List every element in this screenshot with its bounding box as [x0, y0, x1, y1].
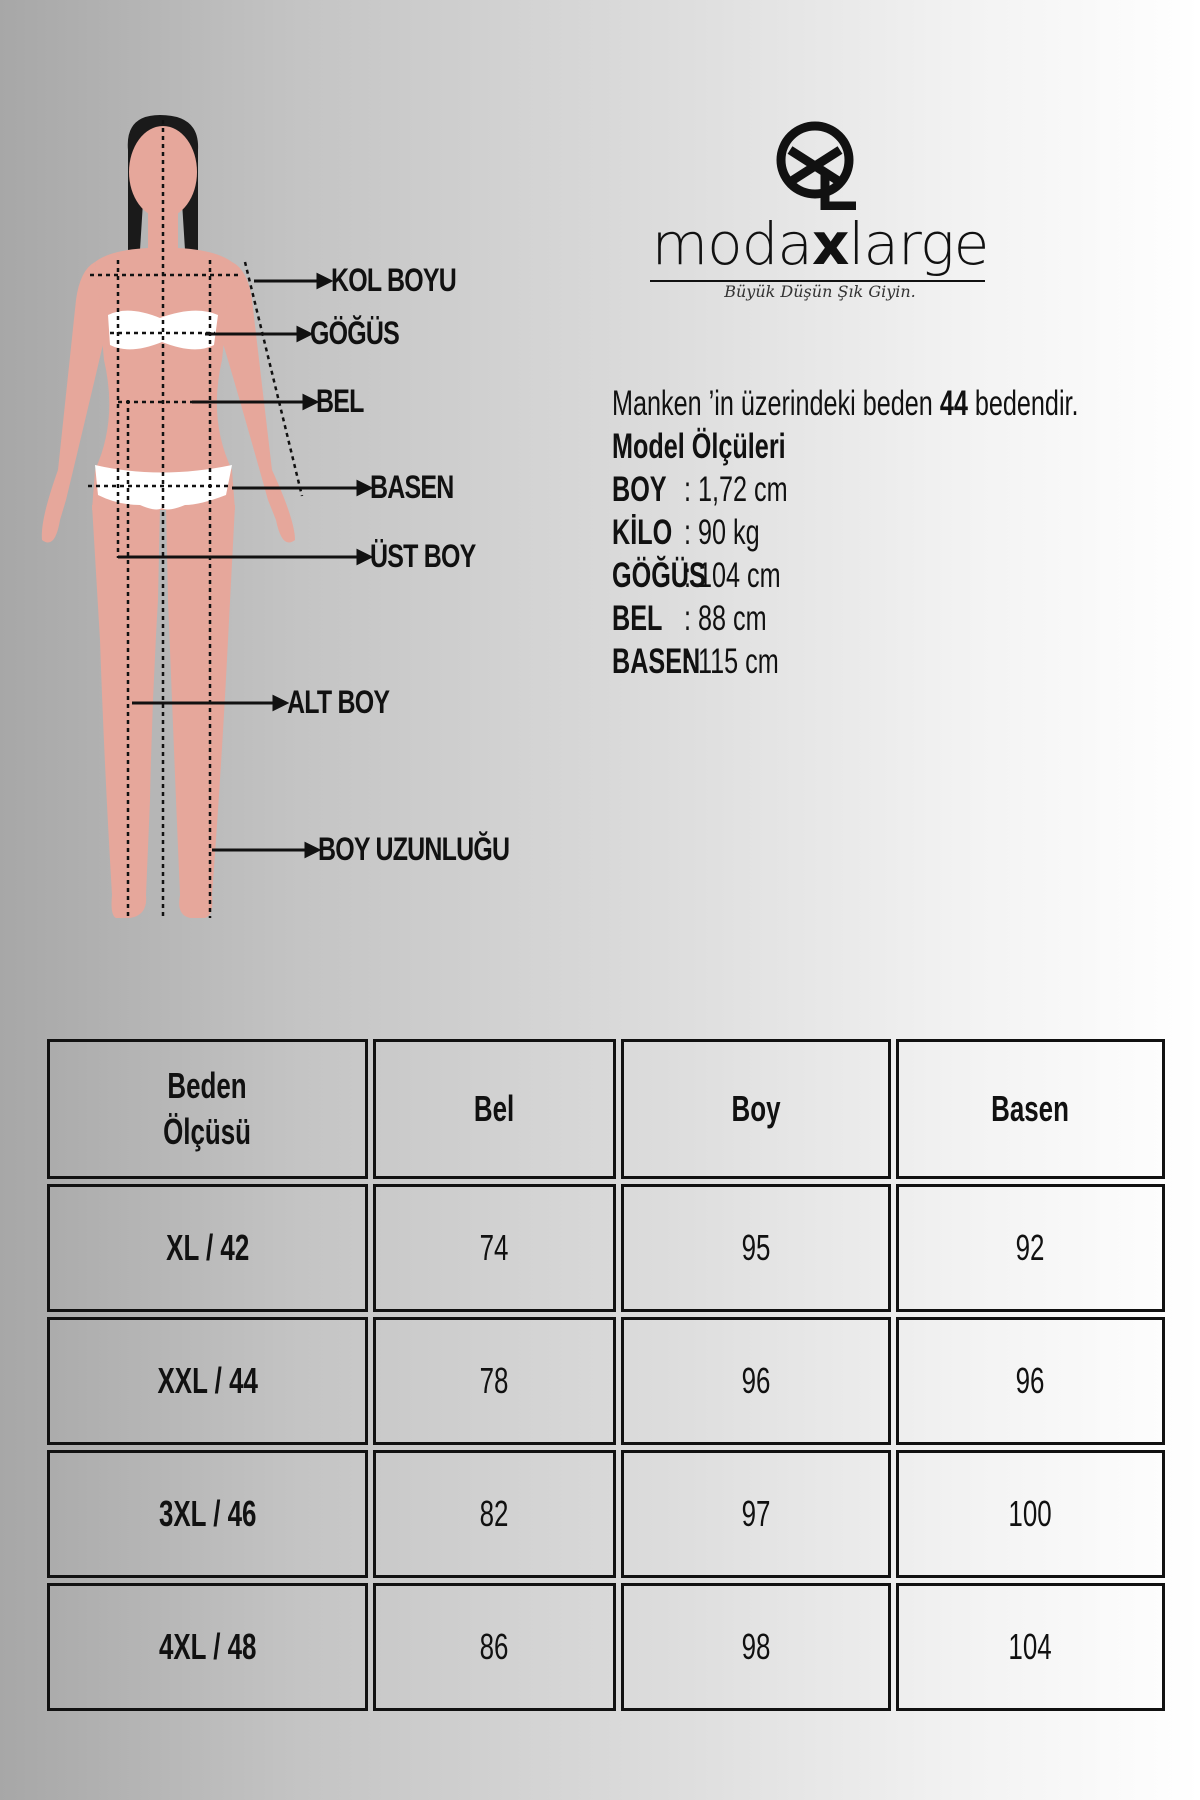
model-intro: Manken ’in üzerindeki beden 44 bedendir.: [612, 384, 1079, 423]
model-value: : 90 kg: [684, 513, 760, 552]
brand-logo: [640, 110, 1000, 310]
body-measurement-figure: [0, 0, 560, 960]
label-bel: BEL: [316, 383, 364, 419]
table-cell: 96: [621, 1317, 890, 1445]
model-info: [612, 382, 1172, 683]
table-row: [47, 1317, 1165, 1445]
brand-word-moda: moda: [651, 210, 812, 278]
model-row-gogus: [612, 554, 1015, 597]
label-kol-boyu: KOL BOYU: [331, 262, 457, 298]
size-chart-table: [42, 1034, 1170, 1716]
label-ust-boy: ÜST BOY: [370, 538, 476, 574]
table-header-cell: Beden Ölçüsü: [47, 1039, 368, 1179]
model-key: KİLO: [612, 513, 673, 552]
model-key: GÖĞÜS: [612, 556, 706, 595]
model-value: : 88 cm: [684, 599, 767, 638]
mannequin-illustration: [0, 0, 560, 960]
table-row: [47, 1583, 1165, 1711]
table-cell-size: 3XL / 46: [47, 1450, 368, 1578]
table-cell: 78: [373, 1317, 617, 1445]
model-value: : 1,72 cm: [684, 470, 788, 509]
table-cell: 95: [621, 1184, 890, 1312]
model-row-bel: [612, 597, 1015, 640]
table-cell-size: 4XL / 48: [47, 1583, 368, 1711]
label-basen: BASEN: [370, 469, 454, 505]
table-header-cell: Boy: [621, 1039, 890, 1179]
table-cell: 104: [896, 1583, 1165, 1711]
table-cell: 92: [896, 1184, 1165, 1312]
table-header-cell: Bel: [373, 1039, 617, 1179]
model-heading: Model Ölçüleri: [612, 427, 786, 466]
table-cell-size: XL / 42: [47, 1184, 368, 1312]
brand-wordmark: [640, 210, 1000, 278]
model-key: BOY: [612, 470, 667, 509]
table-cell: 100: [896, 1450, 1165, 1578]
table-row: [47, 1450, 1165, 1578]
model-row-boy: [612, 468, 1015, 511]
table-cell: 82: [373, 1450, 617, 1578]
table-cell: 98: [621, 1583, 890, 1711]
brand-monogram-icon: [770, 120, 860, 210]
label-boy-uzunlugu: BOY UZUNLUĞU: [318, 831, 510, 867]
table-cell: 86: [373, 1583, 617, 1711]
model-key: BEL: [612, 599, 663, 638]
table-header-cell: Basen: [896, 1039, 1165, 1179]
model-row-basen: [612, 640, 1015, 683]
brand-word-x: x: [811, 210, 849, 278]
model-size: 44: [939, 384, 968, 423]
brand-word-large: large: [848, 210, 989, 278]
table-header-row: [47, 1039, 1165, 1179]
label-gogus: GÖĞÜS: [310, 315, 400, 351]
table-cell: 96: [896, 1317, 1165, 1445]
table-cell: 74: [373, 1184, 617, 1312]
table-row: [47, 1184, 1165, 1312]
table-cell-size: XXL / 44: [47, 1317, 368, 1445]
model-value: : 104 cm: [684, 556, 781, 595]
model-key: BASEN: [612, 642, 701, 681]
model-value: : 115 cm: [684, 642, 779, 681]
table-cell: 97: [621, 1450, 890, 1578]
label-alt-boy: ALT BOY: [287, 684, 390, 720]
model-row-kilo: [612, 511, 1015, 554]
brand-tagline: Büyük Düşün Şık Giyin.: [724, 282, 916, 301]
